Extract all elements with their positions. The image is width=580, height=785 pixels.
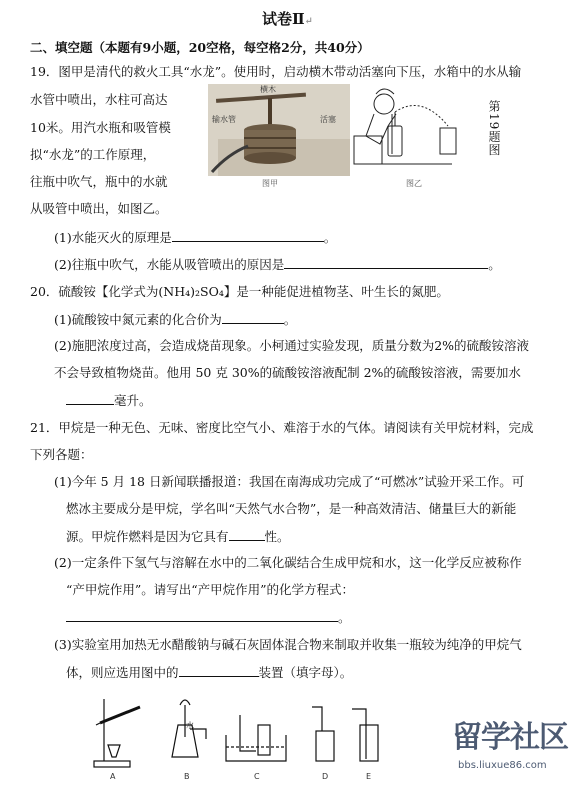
q21-sub3-line-1: 体，则应选用图中的 装置（填字母）。 — [66, 665, 353, 680]
q21-sub1-line-1: 燃冰主要成分是甲烷，学名叫“天然气水合物”，是一种高效清洁、储量巨大的新能 — [66, 501, 517, 516]
label-hengmu: 横木 — [260, 85, 276, 94]
answer-blank[interactable] — [229, 528, 265, 541]
watermark-logo: 留学社区 — [452, 720, 568, 755]
section-heading: 二、填空题（本题有9小题，20空格，每空格2分，共40分） — [30, 40, 370, 55]
page-title: 试卷Ⅱ↵ — [262, 10, 314, 28]
answer-blank[interactable] — [284, 256, 488, 269]
q21-line-1: 下列各题： — [30, 447, 93, 462]
answer-blank[interactable] — [179, 664, 259, 677]
q20-line: 20．硫酸铵【化学式为(NH₄)₂SO₄】是一种能促进植物茎、叶生长的氮肥。 — [30, 284, 449, 299]
answer-blank[interactable] — [172, 229, 324, 242]
q21-line-0: 21．甲烷是一种无色、无味、密度比空气小、难溶于水的气体。请阅读有关甲烷材料，完成 — [30, 420, 534, 435]
q21-sub2-line-1: “产甲烷作用”。请写出“产甲烷作用”的化学方程式： — [66, 582, 355, 597]
figure-yi-illustration — [352, 84, 468, 176]
q20-sub2-line-0: (2)施肥浓度过高，会造成烧苗现象。小柯通过实验发现，质量分数为2%的硫酸铵溶液 — [54, 338, 530, 353]
answer-blank[interactable] — [66, 609, 338, 622]
answer-blank[interactable] — [66, 392, 114, 405]
label-piston: 活塞 — [320, 115, 336, 124]
q20-sub2-line-1: 不会导致植物烧苗。他用 50 克 30%的硫酸铵溶液配制 2%的硫酸铵溶液，需要加水 — [54, 365, 521, 380]
apparatus-label-e: E — [366, 772, 372, 781]
apparatus-label-c: C — [254, 772, 260, 781]
label-pipe: 输水管 — [212, 115, 236, 124]
figure-jia-caption: 图甲 — [262, 179, 278, 188]
q19-line-1: 水管中喷出，水柱可高达 — [30, 92, 168, 107]
q19-line-4: 往瓶中吹气，瓶中的水就 — [30, 174, 168, 189]
watermark-url: bbs.liuxue86.com — [458, 760, 547, 771]
q19-line-0: 19．图甲是清代的救火工具“水龙”。使用时，启动横木带动活塞向下压，水箱中的水从输 — [30, 64, 522, 79]
q19-sub1: (1)水能灭火的原理是 。 — [54, 230, 337, 245]
figure-side-label: 第19题图 — [487, 100, 501, 157]
q21-sub1-line-0: (1)今年 5 月 18 日新闻联播报道：我国在南海成功完成了“可燃冰”试验开采工作。可 — [54, 474, 525, 489]
figure-yi-caption: 图乙 — [406, 179, 422, 188]
apparatus-label-a: A — [110, 772, 116, 781]
apparatus-label-b: B — [184, 772, 190, 781]
q19-line-5: 从吸管中喷出，如图乙。 — [30, 201, 168, 216]
water-label: 水 — [186, 721, 194, 730]
q20-sub2-unit: 毫升。 — [66, 392, 152, 409]
q21-sub2-answer: 。 — [66, 609, 351, 626]
q20-sub1: (1)硫酸铵中氮元素的化合价为 。 — [54, 312, 297, 327]
water-dragon-illustration — [208, 84, 350, 176]
q21-sub2-line-0: (2)一定条件下氢气与溶解在水中的二氧化碳结合生成甲烷和水，这一化学反应被称作 — [54, 555, 522, 570]
apparatus-figure — [90, 695, 420, 775]
q21-sub1-line-2: 源。甲烷作燃料是因为它具有 性。 — [66, 529, 290, 544]
q21-sub3-line-0: (3)实验室用加热无水醋酸钠与碱石灰固体混合物来制取并收集一瓶较为纯净的甲烷气 — [54, 637, 522, 652]
q19-sub2: (2)往瓶中吹气，水能从吸管喷出的原因是 。 — [54, 257, 501, 272]
figure-jia-photo — [208, 84, 350, 176]
apparatus-label-d: D — [322, 772, 329, 781]
q19-line-3: 拟“水龙”的工作原理， — [30, 147, 156, 162]
q19-line-2: 10米。用汽水瓶和吸管模 — [30, 120, 171, 135]
answer-blank[interactable] — [222, 311, 284, 324]
